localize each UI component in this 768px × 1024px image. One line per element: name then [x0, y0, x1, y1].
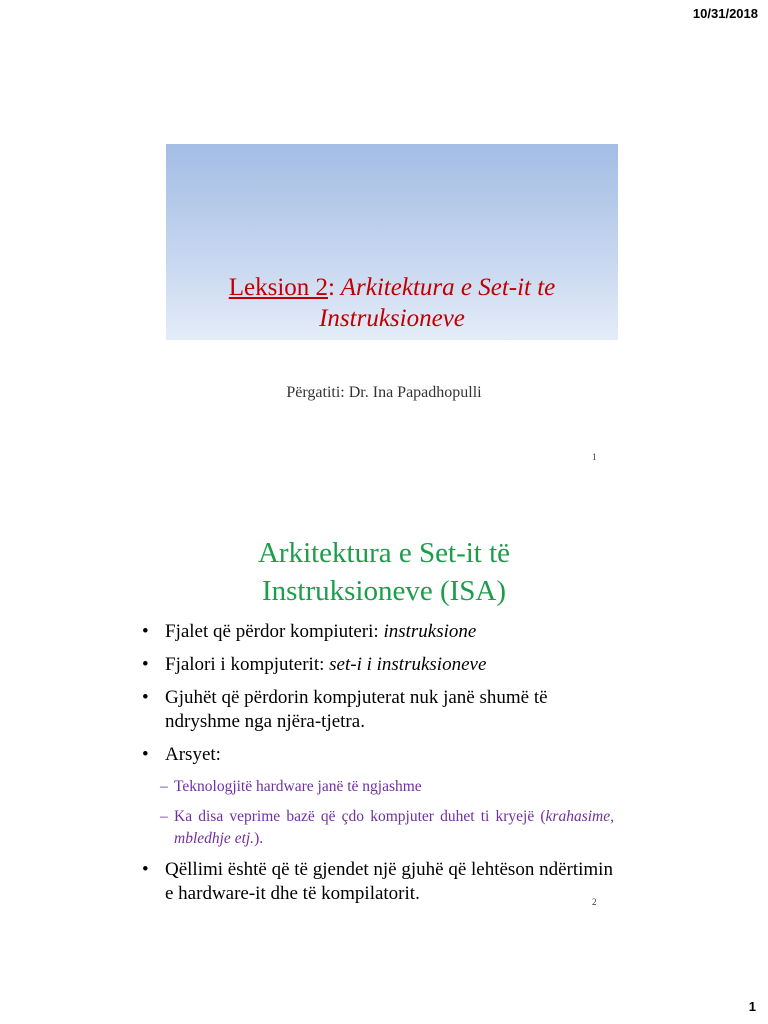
dash-icon: –	[160, 808, 168, 825]
bullet-item	[140, 653, 614, 677]
sub-bullet-item	[140, 806, 614, 850]
bullet-dot-icon: •	[142, 654, 149, 675]
slide2-title-line2: Instruksioneve (ISA)	[261, 575, 507, 607]
bullet-item	[140, 858, 614, 906]
slide2-title-line1: Arkitektura e Set-it të	[257, 537, 511, 569]
bullet-item	[140, 743, 614, 767]
bullet-text: Gjuhët që përdorin kompjuterat nuk janë shumë të ndryshme nga njëra-tjetra.	[165, 687, 548, 732]
sub-bullet-text: Ka disa veprime bazë që çdo kompjuter duhet ti kryejë (	[174, 808, 546, 825]
bullet-text: Qëllimi është që të gjendet një gjuhë që lehtëson ndërtimin e hardware-it dhe të kompilatorit.	[165, 859, 613, 904]
title-colon: :	[328, 274, 335, 301]
slide-number-1: 1	[592, 452, 597, 462]
author-line: Përgatiti: Dr. Ina Papadhopulli	[286, 384, 482, 401]
bullet-text: Fjalori i kompjuterit:	[165, 654, 330, 675]
sub-bullet-text: Teknologjitë hardware janë të ngjashme	[174, 778, 422, 795]
slide-number-2: 2	[592, 897, 597, 907]
bullet-text: Arsyet:	[165, 744, 221, 765]
bullet-emphasis: instruksione	[383, 621, 477, 642]
title-line1: Arkitektura e Set-it te	[334, 274, 556, 301]
bullet-dot-icon: •	[142, 687, 149, 708]
slide1-title	[166, 272, 618, 334]
bullet-text: Fjalet që përdor kompiuteri:	[165, 621, 384, 642]
bullet-dot-icon: •	[142, 859, 149, 880]
sub-bullet-tail: ).	[254, 830, 264, 847]
dash-icon: –	[160, 778, 168, 795]
slide2-title	[160, 534, 608, 610]
bullet-list	[140, 620, 614, 915]
title-line2: Instruksioneve	[319, 305, 465, 332]
lesson-number: Leksion 2	[228, 274, 329, 301]
title-banner	[166, 144, 618, 340]
bullet-emphasis: set-i i instruksioneve	[329, 654, 487, 675]
bullet-item	[140, 620, 614, 644]
sub-bullet-emphasis: krahasime, mbledhje etj.	[174, 808, 614, 847]
bullet-dot-icon: •	[142, 621, 149, 642]
page-number: 1	[748, 999, 756, 1014]
bullet-item	[140, 686, 614, 734]
document-date: 10/31/2018	[692, 6, 758, 21]
bullet-dot-icon: •	[142, 744, 149, 765]
sub-bullet-item	[140, 776, 614, 798]
